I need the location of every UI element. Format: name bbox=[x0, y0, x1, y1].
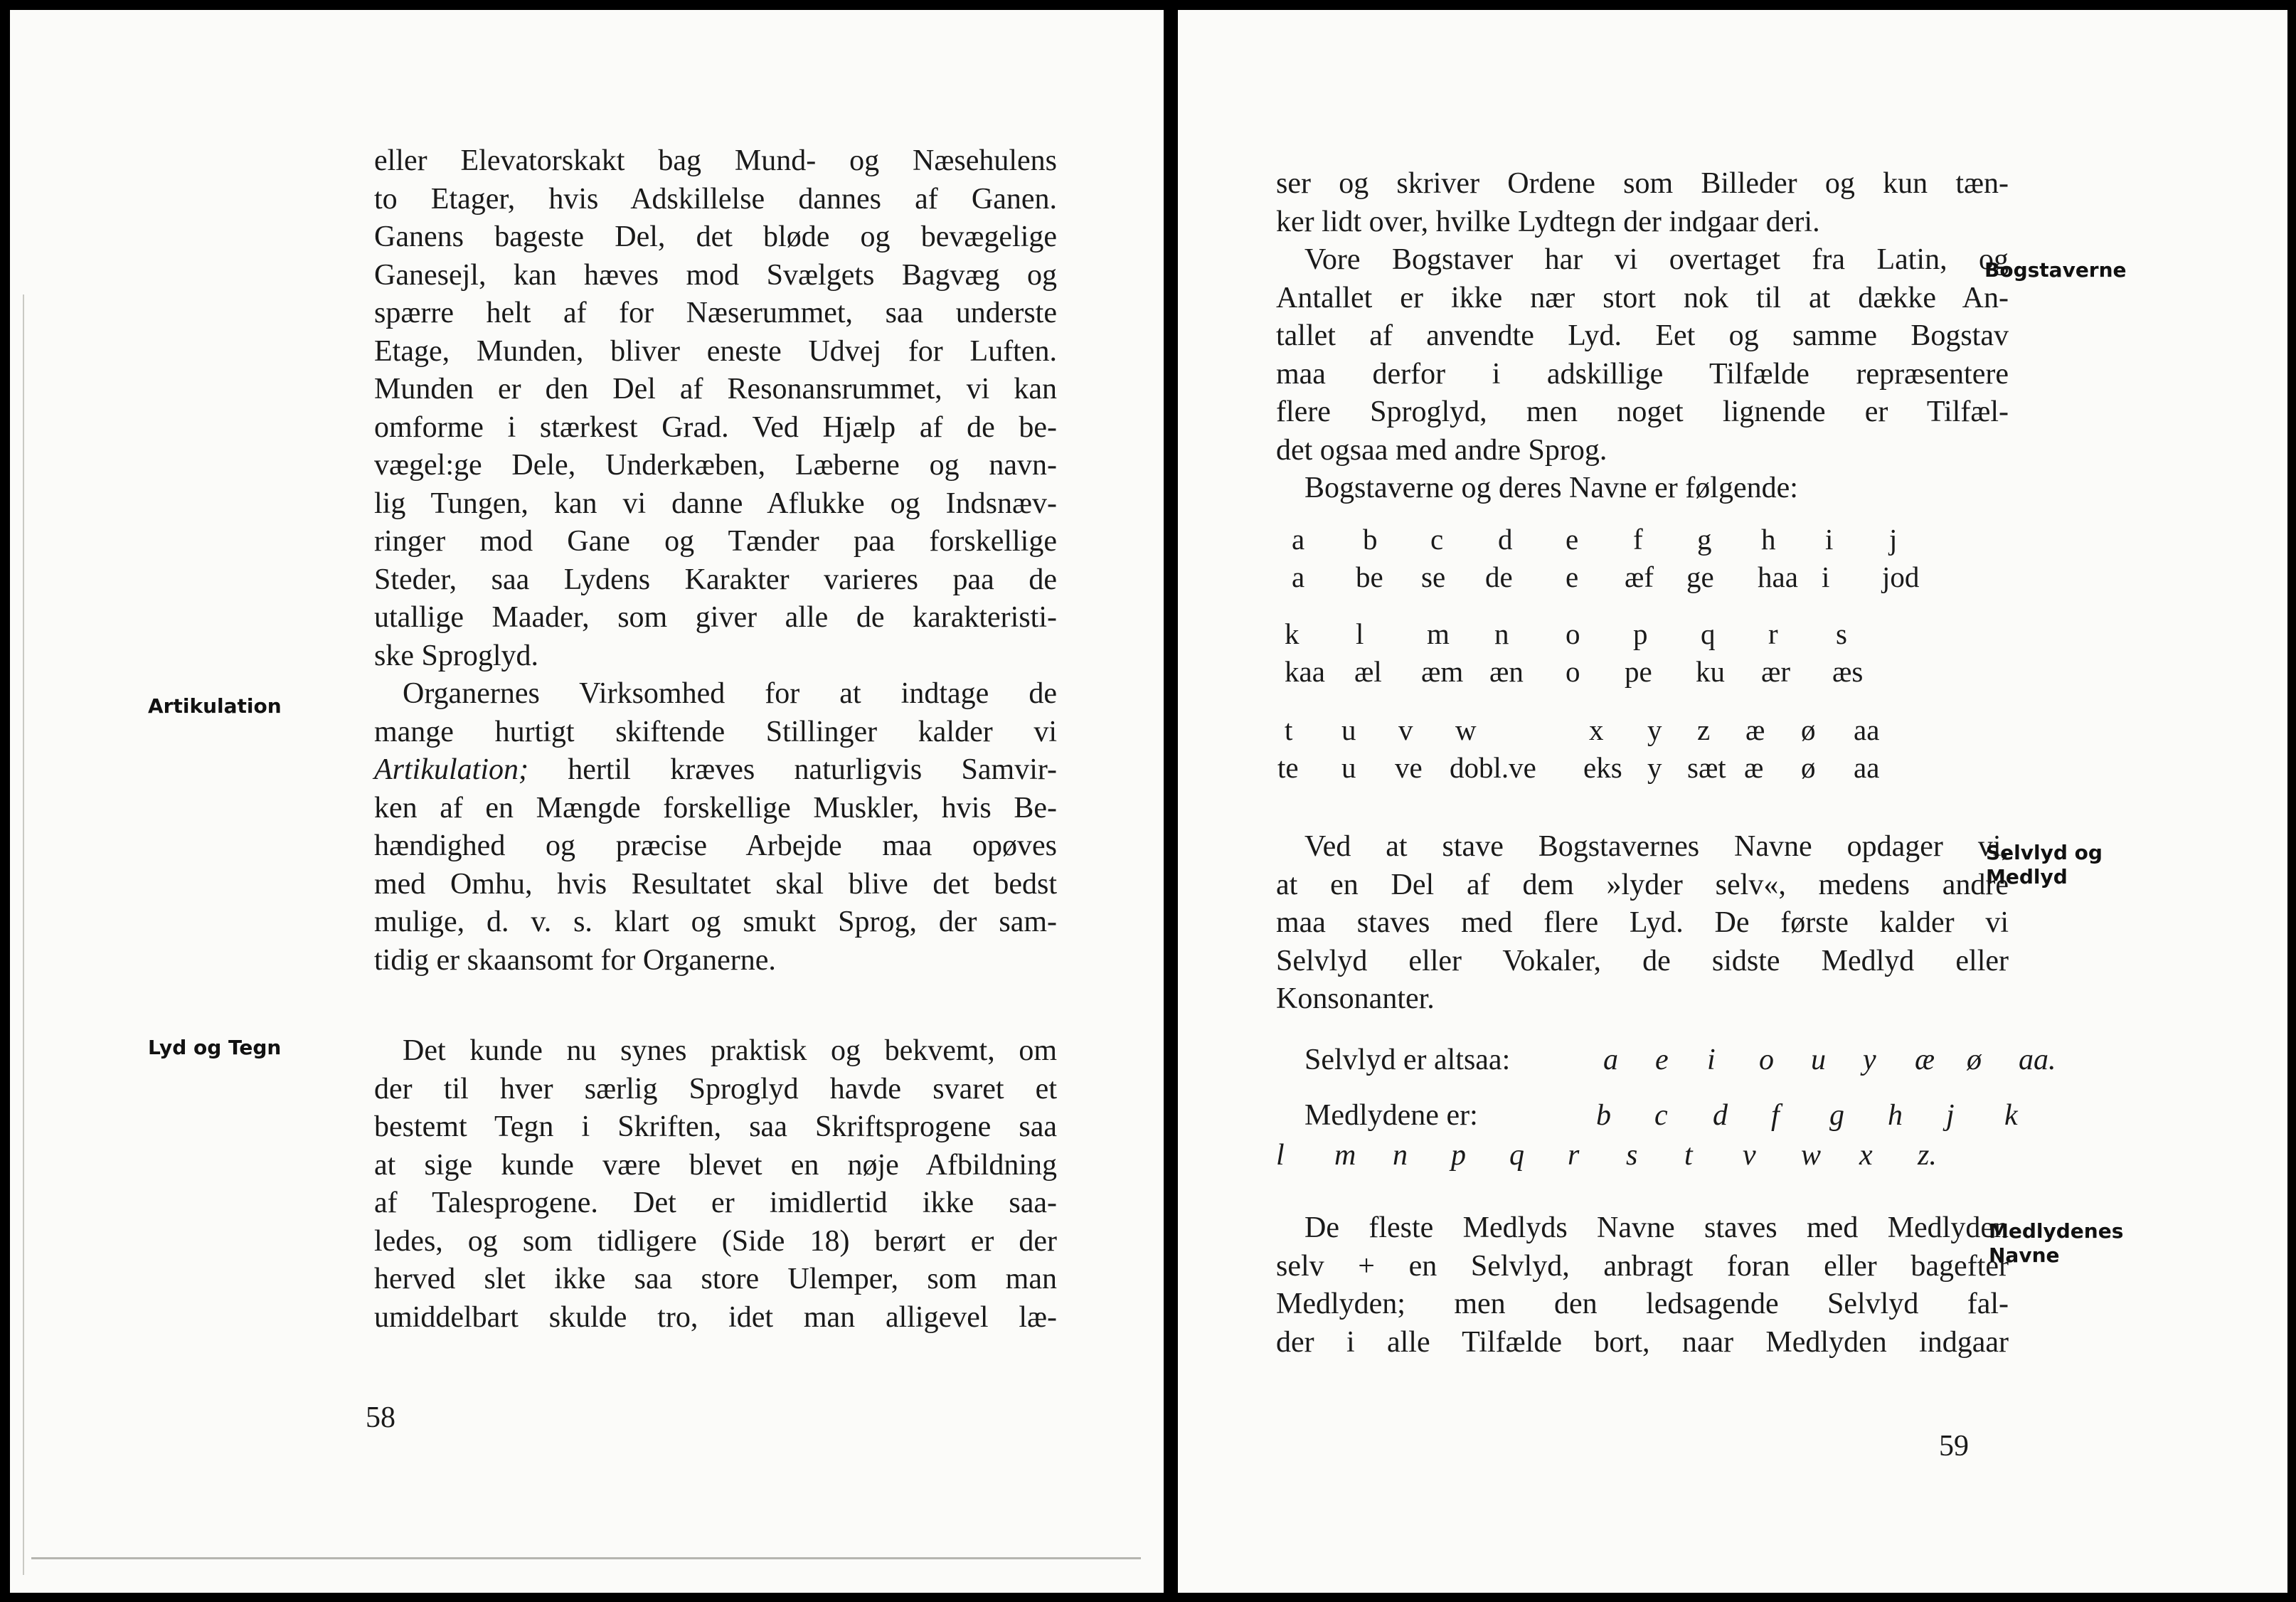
margin-heading-line: Navne bbox=[1989, 1243, 2060, 1267]
text-line: Organernes Virksomhed for at indtage de bbox=[403, 677, 1057, 710]
italic-letter: ø bbox=[1967, 1044, 1982, 1076]
italic-letter: h bbox=[1888, 1099, 1903, 1132]
margin-heading-line: Medlydenes bbox=[1989, 1219, 2124, 1243]
text-line: maa derfor i adskillige Tilfælde repræsentere bbox=[1276, 357, 2009, 391]
alphabet-letter: g bbox=[1697, 523, 1712, 556]
text-line: at sige kunde være blevet en nøje Afbildning bbox=[374, 1148, 1057, 1182]
text-line: Selvlyd eller Vokaler, de sidste Medlyd eller bbox=[1276, 944, 2009, 977]
text-line: bestemt Tegn i Skriften, saa Skriftsprogene saa bbox=[374, 1110, 1057, 1143]
alphabet-letter: b bbox=[1363, 523, 1378, 556]
alphabet-letter-name: haa bbox=[1758, 561, 1798, 593]
text-line: tidig er skaansomt for Organerne. bbox=[374, 943, 776, 977]
alphabet-letter-name: e bbox=[1566, 561, 1579, 593]
alphabet-letter: q bbox=[1701, 617, 1716, 650]
alphabet-letter-name: ve bbox=[1395, 751, 1423, 784]
italic-letter: z. bbox=[1918, 1139, 1937, 1172]
italic-letter: æ bbox=[1915, 1044, 1935, 1076]
alphabet-letter-name: i bbox=[1822, 561, 1830, 593]
alphabet-letter-name: kaa bbox=[1285, 655, 1325, 688]
page-edge-line-bottom bbox=[31, 1557, 1141, 1559]
alphabet-letter-name: æl bbox=[1354, 655, 1382, 688]
alphabet-letter: e bbox=[1566, 523, 1579, 556]
alphabet-letter: n bbox=[1494, 617, 1509, 650]
text-line: utallige Maader, som giver alle de karakteristi- bbox=[374, 601, 1057, 634]
margin-heading-selvlyd bbox=[1986, 841, 2103, 889]
alphabet-letter: m bbox=[1427, 617, 1450, 650]
margin-heading-line: Selvlyd og bbox=[1986, 841, 2103, 864]
left-page bbox=[10, 10, 1164, 1593]
alphabet-letter-name: sæt bbox=[1687, 751, 1726, 784]
alphabet-letter: ø bbox=[1801, 714, 1816, 746]
text-line: Ved at stave Bogstavernes Navne opdager vi, bbox=[1304, 830, 2009, 863]
alphabet-letter: f bbox=[1633, 523, 1643, 556]
italic-letter: j bbox=[1946, 1099, 1955, 1132]
text-line: Etage, Munden, bliver eneste Udvej for Luften. bbox=[374, 334, 1057, 368]
italic-letter: d bbox=[1713, 1099, 1728, 1132]
alphabet-letter-name: se bbox=[1421, 561, 1446, 593]
text-line: af Talesprogene. Det er imidlertid ikke saa- bbox=[374, 1187, 1057, 1219]
alphabet-letter: z bbox=[1697, 714, 1711, 746]
text-line: De fleste Medlyds Navne staves med Medlyden bbox=[1304, 1211, 2009, 1244]
alphabet-letter: r bbox=[1768, 617, 1778, 650]
page-number: 59 bbox=[1939, 1430, 1969, 1463]
text-line: Vore Bogstaver har vi overtaget fra Latin, og bbox=[1304, 243, 2009, 276]
alphabet-letter-name: æn bbox=[1489, 655, 1524, 688]
text-line: herved slet ikke saa store Ulemper, som man bbox=[374, 1263, 1057, 1295]
italic-letter: s bbox=[1626, 1139, 1638, 1172]
text-line bbox=[374, 751, 1057, 790]
alphabet-letter-name: aa bbox=[1854, 751, 1880, 784]
alphabet-letter-name: dobl.ve bbox=[1450, 751, 1536, 784]
consonants-line-2 bbox=[1276, 1138, 2016, 1174]
text-line: selv + en Selvlyd, anbragt foran eller bagefter bbox=[1276, 1249, 2009, 1283]
alphabet-letter-name: pe bbox=[1625, 655, 1652, 688]
text-line: Bogstaverne og deres Navne er følgende: bbox=[1304, 472, 1798, 504]
text-line: at en Del af dem »lyder selv«, medens andre bbox=[1276, 868, 2009, 901]
italic-letter: r bbox=[1568, 1139, 1580, 1172]
text-line: med Omhu, hvis Resultatet skal blive det bedst bbox=[374, 867, 1057, 901]
italic-letter: g bbox=[1829, 1099, 1844, 1132]
alphabet-letter: k bbox=[1285, 617, 1300, 650]
alphabet-letter: æ bbox=[1745, 714, 1765, 746]
text-line: hændighed og præcise Arbejde maa opøves bbox=[374, 829, 1057, 862]
text-line: ske Sproglyd. bbox=[374, 639, 538, 672]
alphabet-letter: y bbox=[1647, 714, 1662, 746]
text-line: lig Tungen, kan vi danne Aflukke og Indsnæv- bbox=[374, 487, 1057, 520]
right-paragraph-1 bbox=[1276, 165, 2009, 508]
text-line: ledes, og som tidligere (Side 18) berørt er der bbox=[374, 1224, 1057, 1258]
alphabet-letter-name: ku bbox=[1696, 655, 1725, 688]
italic-letter: x bbox=[1859, 1139, 1873, 1172]
alphabet-letter-name: jod bbox=[1882, 561, 1920, 593]
alphabet-letter-name: o bbox=[1566, 655, 1580, 688]
text-line: omforme i stærkest Grad. Ved Hjælp af de be- bbox=[374, 410, 1057, 444]
alphabet-letter-name: u bbox=[1341, 751, 1356, 784]
text-line: mange hurtigt skiftende Stillinger kalder vi bbox=[374, 715, 1057, 748]
alphabet-letter: d bbox=[1498, 523, 1513, 556]
text-line: Det kunde nu synes praktisk og bekvemt, om bbox=[403, 1034, 1057, 1067]
alphabet-letter: s bbox=[1836, 617, 1847, 650]
page-edge-line bbox=[23, 295, 24, 1575]
alphabet-letter: p bbox=[1633, 617, 1648, 650]
alphabet-letter: v bbox=[1398, 714, 1413, 746]
text-line: Konsonanter. bbox=[1276, 982, 1435, 1015]
right-page bbox=[1178, 10, 2287, 1593]
text-line: der i alle Tilfælde bort, naar Medlyden indgaar bbox=[1276, 1325, 2009, 1359]
alphabet-letter-name: æm bbox=[1421, 655, 1464, 688]
alphabet-letter-name: eks bbox=[1583, 751, 1622, 784]
alphabet-letter: h bbox=[1761, 523, 1776, 556]
left-paragraph-1 bbox=[374, 142, 1057, 980]
italic-letter: u bbox=[1811, 1044, 1826, 1076]
alphabet-letter-name: ge bbox=[1686, 561, 1714, 593]
text-line: Antallet er ikke nær stort nok til at dække An- bbox=[1276, 281, 2009, 314]
alphabet-letter: l bbox=[1356, 617, 1364, 650]
italic-letter: m bbox=[1334, 1139, 1356, 1172]
text-line: ker lidt over, hvilke Lydtegn der indgaar deri. bbox=[1276, 205, 1820, 238]
italic-letter: c bbox=[1654, 1099, 1668, 1132]
alphabet-letter-name: te bbox=[1277, 751, 1299, 784]
text-line: to Etager, hvis Adskillelse dannes af Ganen. bbox=[374, 182, 1057, 216]
alphabet-table bbox=[1277, 522, 2031, 807]
alphabet-letter: a bbox=[1292, 523, 1305, 556]
text-line: ser og skriver Ordene som Billeder og kun tæn- bbox=[1276, 167, 2009, 200]
alphabet-letter-name: be bbox=[1356, 561, 1383, 593]
alphabet-letter-name: de bbox=[1485, 561, 1513, 593]
consonants-label: Medlydene er: bbox=[1304, 1099, 1478, 1132]
italic-letter: b bbox=[1596, 1099, 1611, 1132]
margin-heading-medlydenes bbox=[1989, 1219, 2123, 1268]
margin-heading-bogstaverne: Bogstaverne bbox=[1984, 258, 2127, 282]
text-line: tallet af anvendte Lyd. Eet og samme Bogstav bbox=[1276, 319, 2009, 352]
text-line: der til hver særlig Sproglyd havde svaret et bbox=[374, 1072, 1057, 1105]
alphabet-letter-name: ær bbox=[1761, 655, 1790, 688]
italic-letter: a bbox=[1603, 1044, 1618, 1076]
right-paragraph-5 bbox=[1276, 1209, 2009, 1362]
alphabet-letter: t bbox=[1285, 714, 1293, 746]
right-paragraph-4 bbox=[1276, 828, 2009, 1019]
alphabet-letter: w bbox=[1455, 714, 1477, 746]
text-line: Ganens bageste Del, det bløde og bevægelige bbox=[374, 221, 1057, 253]
italic-letter: f bbox=[1771, 1099, 1780, 1132]
italic-letter: y bbox=[1863, 1044, 1876, 1076]
alphabet-letter: c bbox=[1430, 523, 1444, 556]
alphabet-letter-name: æ bbox=[1744, 751, 1764, 784]
text-line: Medlyden; men den ledsagende Selvlyd fal- bbox=[1276, 1288, 2009, 1320]
text-line: flere Sproglyd, men noget lignende er Tilfæl- bbox=[1276, 396, 2009, 428]
margin-heading-line: Medlyd bbox=[1986, 865, 2068, 888]
text-line: umiddelbart skulde tro, idet man alligevel læ- bbox=[374, 1300, 1057, 1334]
alphabet-letter: x bbox=[1589, 714, 1604, 746]
text-line: Munden er den Del af Resonansrummet, vi kan bbox=[374, 373, 1057, 405]
alphabet-letter: j bbox=[1889, 523, 1898, 556]
text-line: ringer mod Gane og Tænder paa forskellige bbox=[374, 525, 1057, 558]
italic-letter: p bbox=[1451, 1139, 1466, 1172]
italic-letter: w bbox=[1801, 1139, 1822, 1172]
italic-letter: i bbox=[1707, 1044, 1716, 1076]
italic-term: Artikulation; bbox=[374, 753, 528, 786]
alphabet-letter: i bbox=[1825, 523, 1834, 556]
text-line: Steder, saa Lydens Karakter varieres paa de bbox=[374, 563, 1057, 596]
alphabet-letter-name: æf bbox=[1625, 561, 1654, 593]
text-fragment: hertil kræves naturligvis Samvir- bbox=[528, 753, 1057, 786]
alphabet-letter: o bbox=[1566, 617, 1580, 650]
italic-letter: t bbox=[1684, 1139, 1693, 1172]
italic-letter: l bbox=[1276, 1139, 1285, 1172]
left-paragraph-3 bbox=[374, 1032, 1057, 1337]
text-line: maa staves med flere Lyd. De første kalder vi bbox=[1276, 906, 2009, 939]
alphabet-letter-name: a bbox=[1292, 561, 1305, 593]
text-line: spærre helt af for Næserummet, saa underste bbox=[374, 297, 1057, 329]
alphabet-letter: aa bbox=[1854, 714, 1880, 746]
alphabet-letter-name: y bbox=[1647, 751, 1662, 784]
text-line: vægel:ge Dele, Underkæben, Læberne og navn- bbox=[374, 449, 1057, 482]
consonants-line-1 bbox=[1304, 1098, 2016, 1134]
italic-letter: o bbox=[1759, 1044, 1774, 1076]
italic-letter: k bbox=[2004, 1099, 2018, 1132]
italic-letter: v bbox=[1743, 1139, 1756, 1172]
text-line: det ogsaa med andre Sprog. bbox=[1276, 433, 1607, 467]
italic-letter: q bbox=[1509, 1139, 1524, 1172]
alphabet-letter-name: æs bbox=[1832, 655, 1864, 688]
alphabet-letter-name: ø bbox=[1801, 751, 1816, 784]
alphabet-letter: u bbox=[1341, 714, 1356, 746]
italic-letter: e bbox=[1655, 1044, 1669, 1076]
vowels-line bbox=[1304, 1043, 2056, 1078]
margin-heading-lyd-og-tegn: Lyd og Tegn bbox=[148, 1036, 282, 1059]
italic-letter: aa. bbox=[2019, 1044, 2056, 1076]
text-line: Ganesejl, kan hæves mod Svælgets Bagvæg og bbox=[374, 258, 1057, 292]
text-line: eller Elevatorskakt bag Mund- og Næsehulens bbox=[374, 144, 1057, 177]
vowels-label: Selvlyd er altsaa: bbox=[1304, 1044, 1511, 1076]
text-line: mulige, d. v. s. klart og smukt Sprog, der sam- bbox=[374, 906, 1057, 938]
text-line: ken af en Mængde forskellige Muskler, hvis Be- bbox=[374, 791, 1057, 824]
page-number: 58 bbox=[366, 1401, 395, 1434]
italic-letter: n bbox=[1393, 1139, 1408, 1172]
margin-heading-artikulation: Artikulation bbox=[148, 694, 282, 718]
